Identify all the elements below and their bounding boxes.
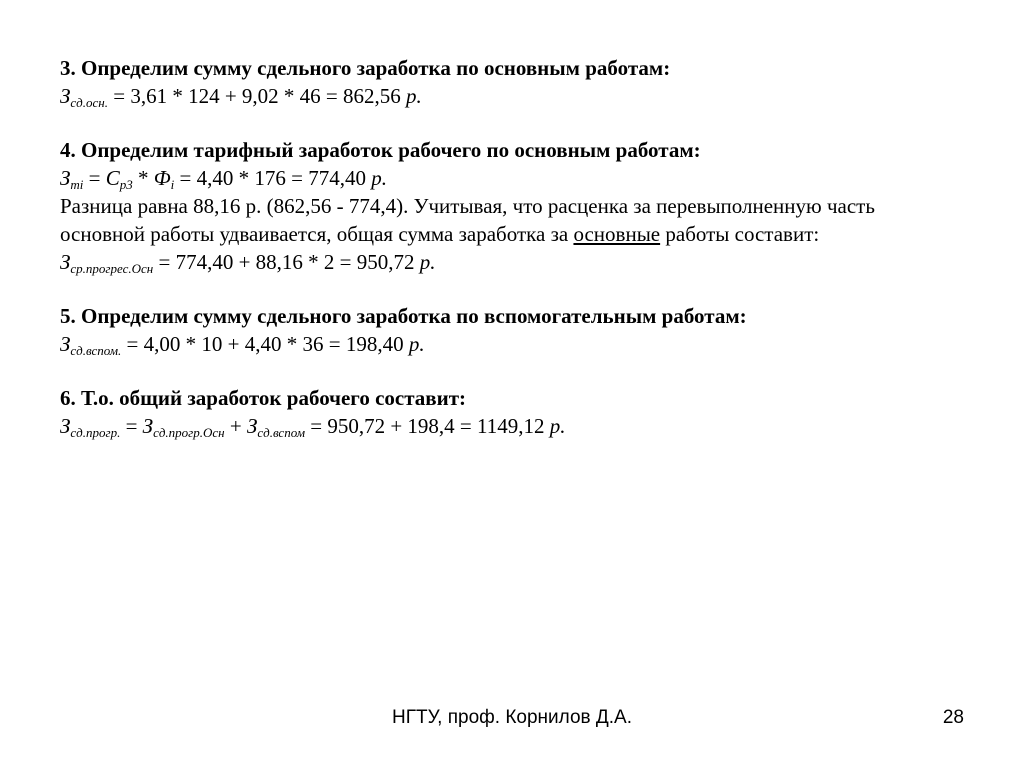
formula-symbol: С [105,166,120,190]
formula-unit: р. [419,250,436,274]
formula-subscript: тi [70,177,84,192]
formula-symbol: Ф [153,166,171,190]
formula-operator: = [83,166,106,190]
paragraph-line: Разница равна 88,16 р. (862,56 - 774,4). Учитывая, что расценка за перевыполненную часть [60,194,875,218]
formula-expression: = 774,40 + 88,16 * 2 = 950,72 [153,250,420,274]
formula-expression: = 4,40 * 176 = 774,40 [174,166,372,190]
formula-subscript: i [170,177,175,192]
formula-subscript: р3 [119,177,133,192]
page-number: 28 [942,707,964,728]
formula-unit: р. [408,332,425,356]
formula-symbol: З [60,414,71,438]
formula-symbol: З [60,250,71,274]
formula-operator: * [132,166,154,190]
formula-subscript: сд.осн. [70,95,108,110]
formula-expression: = 4,00 * 10 + 4,40 * 36 = 198,40 [121,332,409,356]
formula-operator: + [224,414,247,438]
section-heading: 3. Определим сумму сдельного заработка по основным работам: [60,56,671,80]
paragraph-text: работы составит: [660,222,820,246]
formula-unit: р. [549,414,566,438]
formula-subscript: сд.прогр. [70,425,121,440]
formula-symbol: З [60,84,71,108]
formula-piecework-main [60,82,990,110]
formula-progressive [60,248,990,276]
section-heading: 4. Определим тарифный заработок рабочего по основным работам: [60,138,701,162]
paragraph-text: основной работы удваивается, общая сумма заработка за [60,222,574,246]
section-heading: 6. Т.о. общий заработок рабочего составит: [60,386,467,410]
formula-total [60,412,990,440]
slide-content [60,54,990,466]
formula-expression: = 3,61 * 124 + 9,02 * 46 = 862,56 [107,84,407,108]
section-6 [60,384,990,440]
formula-symbol: З [60,166,71,190]
formula-symbol: З [60,332,71,356]
formula-symbol: З [246,414,258,438]
formula-unit: р. [371,166,387,190]
formula-subscript: сд.прогр.Осн [153,425,225,440]
underlined-word: основные [573,222,661,246]
formula-unit: р. [406,84,422,108]
formula-subscript: ср.прогрес.Осн [70,261,154,276]
formula-expression: = 950,72 + 198,4 = 1149,12 [305,414,550,438]
section-heading: 5. Определим сумму сдельного заработка по вспомогательным работам: [60,304,747,328]
formula-subscript: сд.вспом [257,425,305,440]
formula-tariff [60,164,990,192]
section-4 [60,136,990,276]
section-3 [60,54,990,110]
section-5 [60,302,990,358]
formula-operator: = [120,414,143,438]
formula-symbol: З [142,414,154,438]
formula-piecework-aux [60,330,990,358]
formula-subscript: сд.вспом. [70,343,122,358]
paragraph-line [60,220,990,248]
footer-author: НГТУ, проф. Корнилов Д.А. [392,707,632,728]
